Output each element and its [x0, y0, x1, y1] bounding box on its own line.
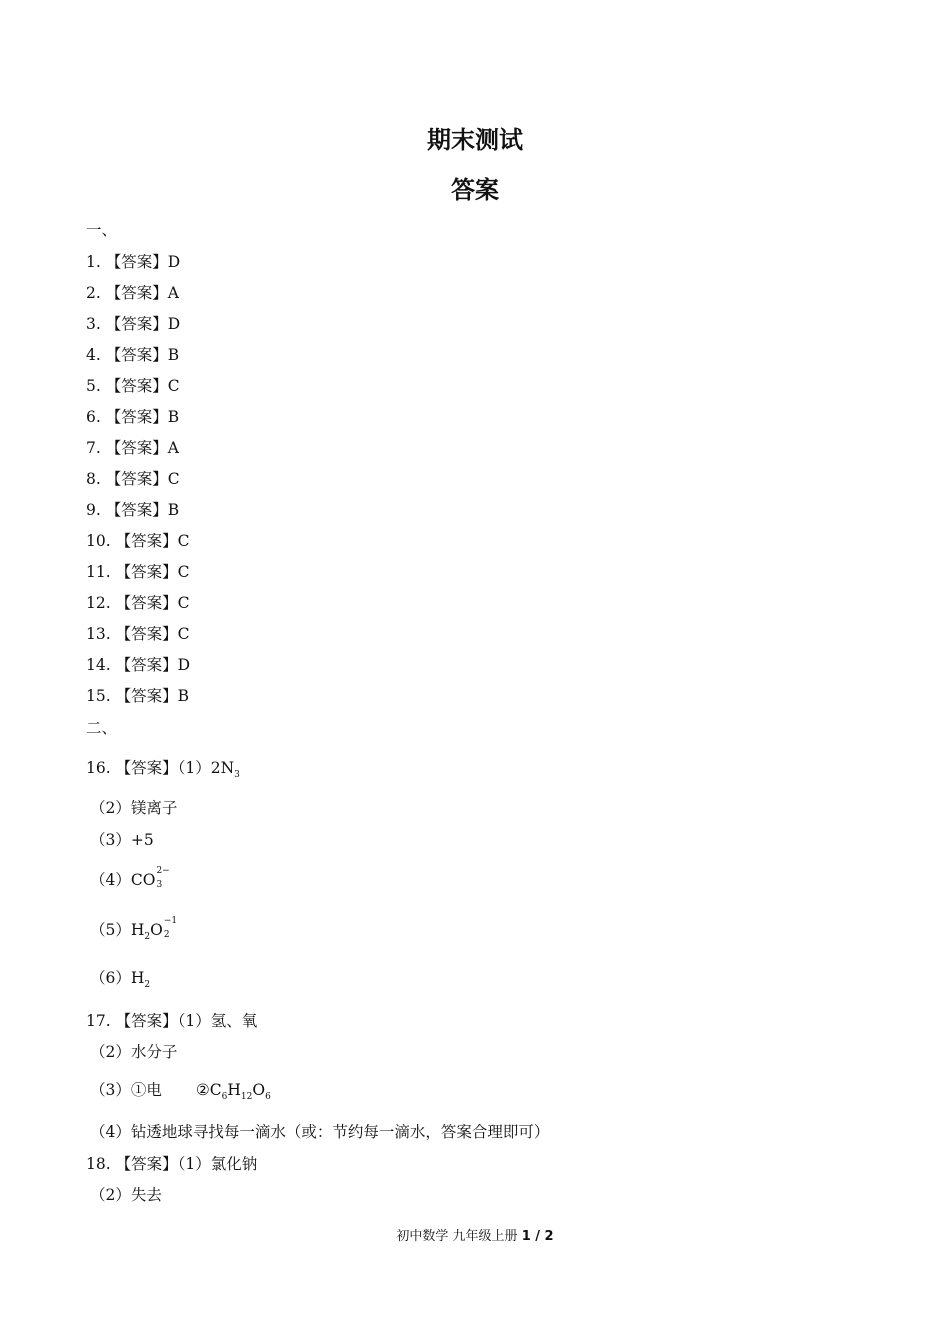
answer-16-line-3: （3）+5	[90, 831, 154, 849]
answer-16-line-4: （4）CO 2− 3	[90, 866, 170, 890]
section-heading-1: 一、	[86, 221, 118, 239]
footer-text: 初中数学 九年级上册	[396, 1229, 518, 1244]
answer-16-line-6: $(6)H_2$	[90, 969, 151, 990]
list-item: 10. 【答案】C	[86, 532, 190, 550]
list-item: 7. 【答案】A	[86, 439, 179, 457]
page-footer	[0, 1228, 950, 1246]
formula-2n3: $2N_3$	[210, 759, 240, 780]
page-title: 期末测试	[427, 126, 523, 154]
answer-17-line-3: （3）①电 $②C_6H_{12}O_6$	[90, 1081, 271, 1102]
answer-16-prefix: 16. 【答案】（1）	[86, 759, 211, 777]
formula-h2: $H_2$	[130, 969, 151, 990]
list-item: 1. 【答案】D	[86, 253, 181, 271]
formula-carbonate-ion: CO 2− 3	[130, 866, 170, 890]
list-item: 12. 【答案】C	[86, 594, 190, 612]
list-item: 5. 【答案】C	[86, 377, 180, 395]
answer-16-line-2: （2）镁离子	[90, 799, 178, 817]
section-heading-2: 二、	[86, 719, 118, 737]
answer-18-line-1: 18. 【答案】（1）氯化钠	[86, 1155, 258, 1173]
formula-glucose: $②C_6H_{12}O_6$	[195, 1081, 271, 1102]
list-item: 9. 【答案】B	[86, 501, 180, 519]
answer-18-line-2: （2）失去	[90, 1186, 162, 1204]
list-item: 2. 【答案】A	[86, 284, 179, 302]
answer-16-line-1	[86, 758, 240, 778]
answer-17-line-2: （2）水分子	[90, 1043, 178, 1061]
page-number: 1 / 2	[521, 1229, 554, 1244]
list-item: 8. 【答案】C	[86, 470, 180, 488]
answer-16-line-5: $(5)H_2O$ −1 2	[90, 916, 178, 942]
list-item: 14. 【答案】D	[86, 656, 191, 674]
list-item: 15. 【答案】B	[86, 687, 189, 705]
list-item: 11. 【答案】C	[86, 563, 190, 581]
page-subtitle: 答案	[451, 176, 499, 204]
formula-hydrogen-peroxide: $H_2O$ −1 2	[130, 916, 178, 942]
list-item: 3. 【答案】D	[86, 315, 181, 333]
list-item: 13. 【答案】C	[86, 625, 190, 643]
answer-17-line-1: 17. 【答案】（1）氢、氧	[86, 1012, 258, 1030]
list-item: 4. 【答案】B	[86, 346, 180, 364]
list-item: 6. 【答案】B	[86, 408, 180, 426]
answer-17-line-4: （4）钻透地球寻找每一滴水（或：节约每一滴水，答案合理即可）	[90, 1123, 550, 1141]
